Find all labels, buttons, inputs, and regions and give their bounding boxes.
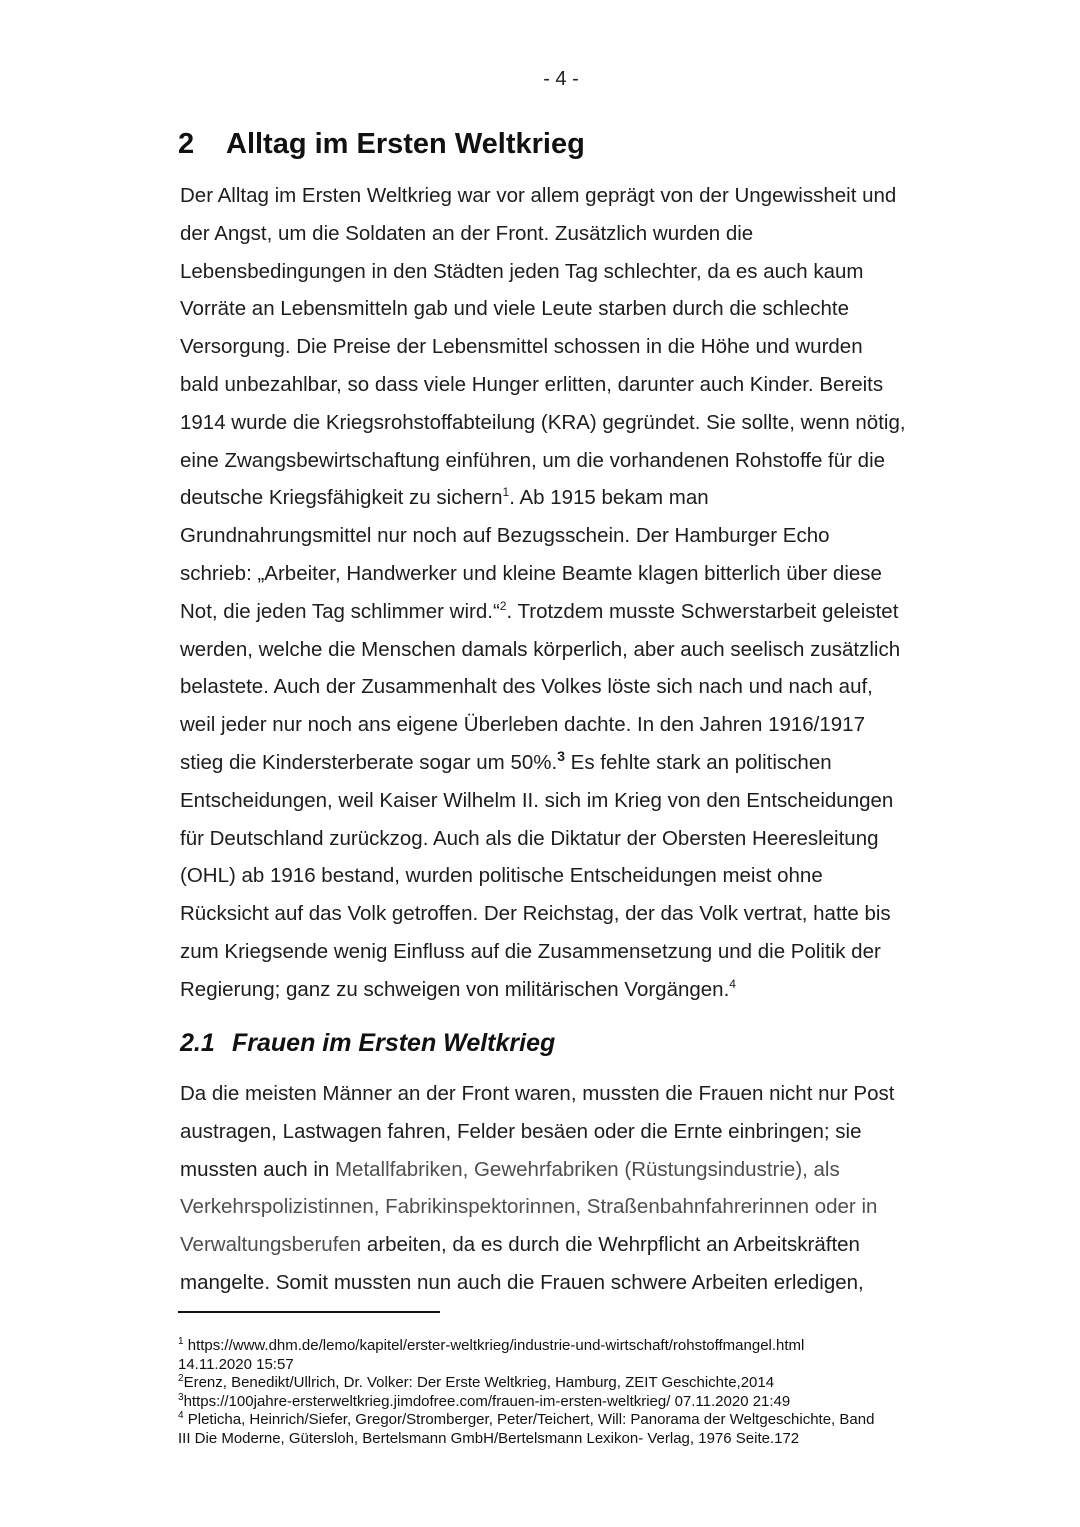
text-line [180, 479, 980, 517]
section-title: Alltag im Ersten Weltkrieg [226, 128, 585, 160]
line-text: weil jeder nur noch ans eigene Überleben dachte. In den Jahren 1916/1917 [180, 713, 865, 737]
footnote-reference: 1 [502, 485, 510, 500]
footnote-text: 14.11.2020 15:57 [178, 1355, 294, 1373]
line-text-continued: . Ab 1915 bekam man [509, 486, 709, 510]
text-line [180, 1075, 980, 1113]
line-text: stieg die Kindersterberate sogar um 50%. [180, 750, 558, 774]
text-line [180, 555, 980, 593]
footnote-marker: 4 [178, 1410, 184, 1421]
footnote-reference: 4 [729, 976, 736, 991]
line-text: Der Alltag im Ersten Weltkrieg war vor allem geprägt von der Ungewissheit und [180, 184, 897, 207]
text-line [180, 290, 980, 328]
text-line [180, 1151, 980, 1189]
line-text: mussten auch in [180, 1157, 335, 1181]
line-text: zum Kriegsende wenig Einfluss auf die Zusammensetzung und die Politik der [180, 939, 881, 963]
line-text: (OHL) ab 1916 bestand, wurden politische Entscheidungen meist ohne [180, 864, 823, 888]
line-text: eine Zwangsbewirtschaftung einführen, um die vorhandenen Rohstoffe für die [180, 448, 886, 472]
line-text: werden, welche die Menschen damals körperlich, aber auch seelisch zusätzlich [180, 637, 901, 661]
footnote-text: Erenz, Benedikt/Ullrich, Dr. Volker: Der Erste Weltkrieg, Hamburg, ZEIT Geschichte,2014 [183, 1374, 775, 1391]
highlighted-text: Verwaltungsberufen [180, 1233, 362, 1257]
section-number: 2 [178, 128, 195, 160]
text-line [180, 971, 980, 1009]
text-line [180, 857, 980, 895]
text-line [180, 744, 980, 782]
footnote-item [178, 1411, 978, 1430]
text-line [180, 253, 980, 291]
text-line [180, 933, 980, 971]
footnote-reference: 2 [499, 598, 507, 613]
subsection-number: 2.1 [180, 1029, 215, 1057]
footnote-item [178, 1356, 978, 1375]
text-line [180, 820, 980, 858]
footnote-marker: 3 [178, 1391, 184, 1403]
footnote-item [178, 1374, 978, 1393]
line-text: Vorräte an Lebensmitteln gab und viele Leute starben durch die schlechte [180, 297, 849, 321]
line-text: 1914 wurde die Kriegsrohstoffabteilung (KRA) gegründet. Sie sollte, wenn nötig, [180, 410, 906, 434]
text-line [180, 328, 980, 366]
line-text: Da die meisten Männer an der Front waren, mussten die Frauen nicht nur Post [180, 1082, 895, 1105]
subsection-title: Frauen im Ersten Weltkrieg [232, 1029, 556, 1057]
line-text: belastete. Auch der Zusammenhalt des Volkes löste sich nach und nach auf, [180, 675, 873, 699]
text-line [180, 1188, 980, 1226]
line-text: bald unbezahlbar, so dass viele Hunger erlitten, darunter auch Kinder. Bereits [180, 372, 884, 396]
line-text: Lebensbedingungen in den Städten jeden Tag schlechter, da es auch kaum [180, 259, 864, 283]
subsection-heading [180, 1029, 555, 1058]
footnotes [178, 1337, 978, 1448]
line-text: deutsche Kriegsfähigkeit zu sichern [180, 486, 503, 510]
line-text: Regierung; ganz zu schweigen von militärischen Vorgängen. [180, 977, 730, 1001]
section-heading [178, 128, 585, 161]
footnote-item [178, 1430, 978, 1449]
line-text: der Angst, um die Soldaten an der Front. Zusätzlich wurden die [180, 221, 754, 245]
subsection-body [180, 1075, 980, 1302]
text-line [180, 215, 980, 253]
line-text: Entscheidungen, weil Kaiser Wilhelm II. sich im Krieg von den Entscheidungen [180, 788, 894, 812]
line-text: Rücksicht auf das Volk getroffen. Der Reichstag, der das Volk vertrat, hatte bis [180, 902, 891, 926]
text-line [180, 668, 980, 706]
line-text: Not, die jeden Tag schlimmer wird.“ [180, 599, 500, 623]
line-text: austragen, Lastwagen fahren, Felder besäen oder die Ernte einbringen; sie [180, 1119, 862, 1143]
footnote-text: https://www.dhm.de/lemo/kapitel/erster-weltkrieg/industrie-und-wirtschaft/rohstoffmangel.html [183, 1337, 805, 1354]
text-line [180, 895, 980, 933]
text-line [180, 593, 980, 631]
section-body [180, 177, 980, 1009]
line-text: für Deutschland zurückzog. Auch als die Diktatur der Obersten Heeresleitung [180, 826, 879, 850]
text-line [180, 782, 980, 820]
highlighted-text: Metallfabriken, Gewehrfabriken (Rüstungsindustrie), als [334, 1157, 840, 1181]
text-line [180, 442, 980, 480]
footnote-text: III Die Moderne, Gütersloh, Bertelsmann GmbH/Bertelsmann Lexikon- Verlag, 1976 Seite.172 [178, 1429, 800, 1447]
text-line [180, 1113, 980, 1151]
footnote-separator [178, 1311, 440, 1313]
page-number: - 4 - [543, 68, 579, 90]
text-line [180, 177, 980, 215]
footnote-text: https://100jahre-ersterweltkrieg.jimdofree.com/frauen-im-ersten-weltkrieg/ 07.11.2020 21:49 [183, 1392, 791, 1410]
footnote-marker: 2 [178, 1373, 184, 1384]
text-line [180, 706, 980, 744]
footnote-item [178, 1337, 978, 1356]
line-text-continued: Es fehlte stark an politischen [564, 750, 832, 774]
text-line [180, 1226, 980, 1264]
text-line [180, 517, 980, 555]
text-line [180, 1264, 980, 1302]
text-line [180, 404, 980, 442]
highlighted-text: Verkehrspolizistinnen, Fabrikinspektorinnen, Straßenbahnfahrerinnen oder in [180, 1195, 878, 1219]
line-text-continued: arbeiten, da es durch die Wehrpflicht an Arbeitskräften [361, 1233, 860, 1257]
line-text: schrieb: „Arbeiter, Handwerker und kleine Beamte klagen bitterlich über diese [180, 561, 882, 585]
footnote-marker: 1 [178, 1336, 184, 1347]
line-text: Versorgung. Die Preise der Lebensmittel schossen in die Höhe und wurden [180, 335, 863, 359]
footnote-reference: 3 [557, 748, 565, 765]
footnote-text: Pleticha, Heinrich/Siefer, Gregor/Stromberger, Peter/Teichert, Will: Panorama der Weltgeschichte, Band [183, 1411, 875, 1428]
line-text-continued: . Trotzdem musste Schwerstarbeit geleistet [506, 599, 899, 623]
line-text: Grundnahrungsmittel nur noch auf Bezugsschein. Der Hamburger Echo [180, 524, 830, 548]
footnote-item [178, 1393, 978, 1412]
line-text: mangelte. Somit mussten nun auch die Frauen schwere Arbeiten erledigen, [180, 1270, 864, 1294]
text-line [180, 631, 980, 669]
text-line [180, 366, 980, 404]
